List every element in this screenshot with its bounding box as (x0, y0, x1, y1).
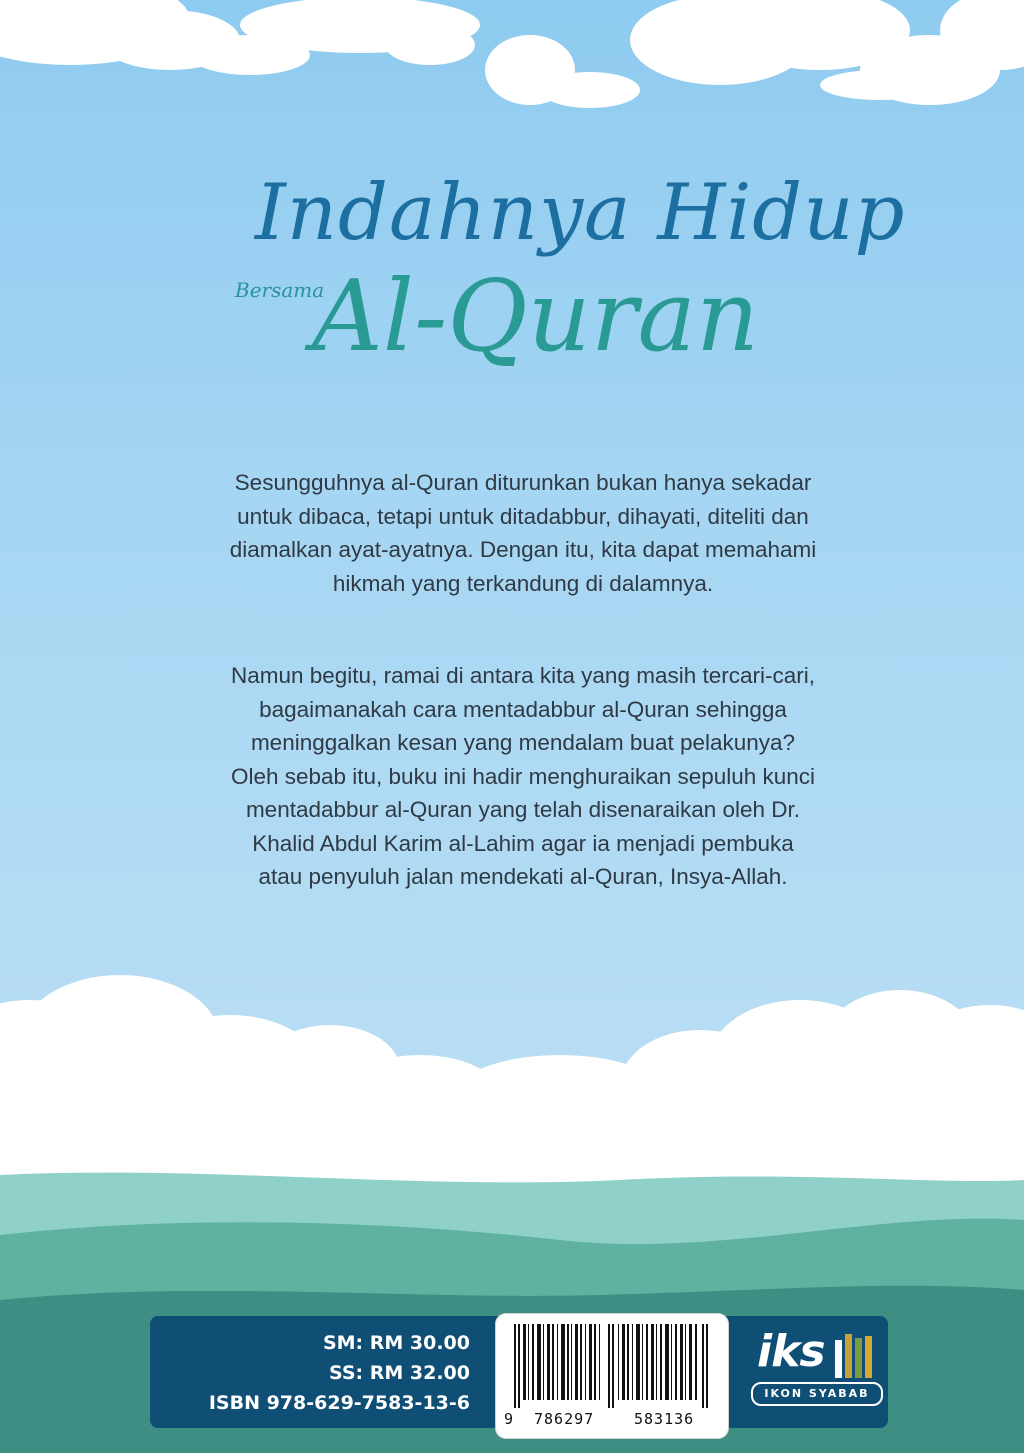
bottom-clouds (0, 975, 1024, 1200)
barcode-bars-icon (504, 1324, 720, 1408)
publisher-tagline: IKON SYABAB (751, 1382, 883, 1406)
top-clouds (0, 0, 1024, 108)
isbn-number: ISBN 978-629-7583-13-6 (208, 1392, 470, 1414)
price-info (160, 1328, 470, 1418)
publisher-logo-text: iks (757, 1326, 825, 1377)
books-icon (835, 1334, 875, 1378)
barcode-left-group: 786297 (534, 1410, 595, 1428)
title-connector: Bersama (235, 278, 325, 302)
price-ss: SS: RM 32.00 (329, 1362, 470, 1384)
barcode (496, 1314, 728, 1438)
blurb-paragraph-1: Sesungguhnya al-Quran diturunkan bukan hanya sekadar untuk dibaca, tetapi untuk ditadabbur, dihayati, diteliti dan diamalkan ayat-ayatnya. Dengan itu, kita dapat memahami hikmah yang terkandung di dalamnya. (229, 470, 817, 596)
title-line-1: Indahnya Hidup (255, 168, 906, 258)
blurb-paragraph-2: Namun begitu, ramai di antara kita yang masih tercari-cari, bagaimanakah cara mentadabbur al-Quran sehingga meninggalkan kesan yang mendalam buat pelakunya? Oleh sebab itu, buku ini hadir menghuraikan sepuluh kunci mentadabbur al-Quran yang telah disenaraikan oleh Dr. Khalid Abdul Karim al-Lahim agar ia menjadi pembuka atau penyuluh jalan mendekati al-Quran, Insya-Allah. (230, 663, 816, 889)
barcode-right-group: 583136 (634, 1410, 695, 1428)
title-line-2: Al-Quran (312, 260, 760, 374)
price-sm: SM: RM 30.00 (322, 1332, 470, 1354)
publisher-logo (745, 1326, 880, 1414)
book-title (200, 150, 906, 410)
barcode-first-digit: 9 (504, 1410, 514, 1428)
